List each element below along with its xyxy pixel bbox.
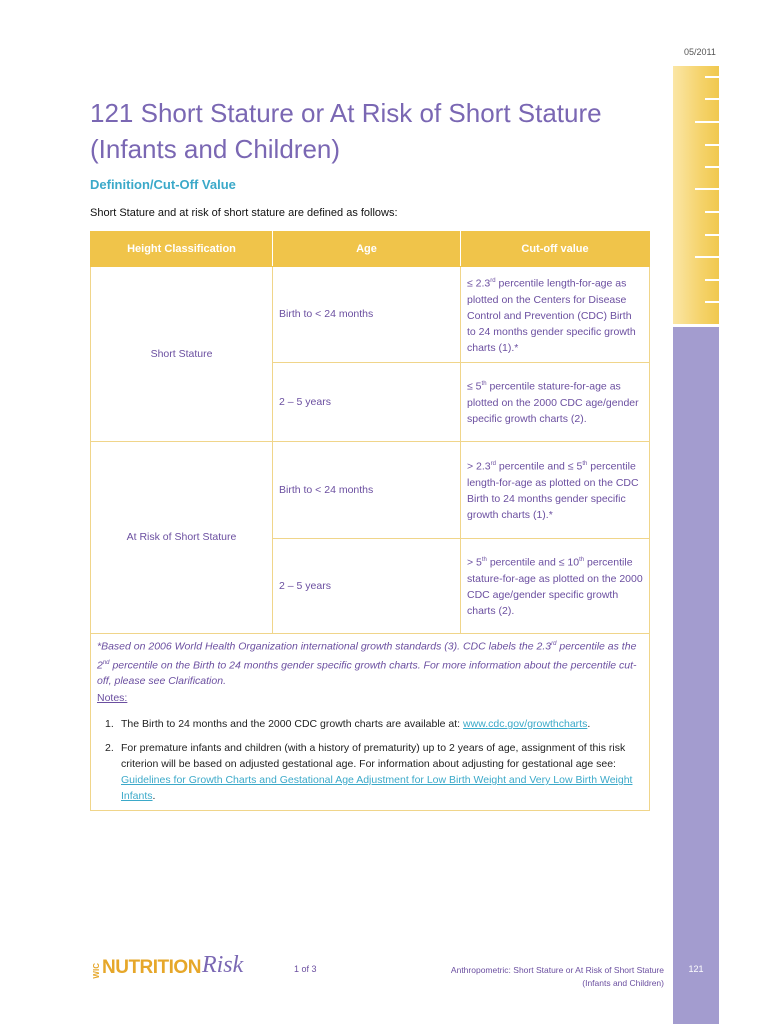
cutoff-text: percentile and ≤ 5 — [496, 460, 583, 473]
side-page-number: 121 — [688, 964, 704, 974]
cutoff-text: percentile length-for-age as plotted on the Centers for Disease Control and Prevention (CDC) Birth to 24 months gender specific growth charts (1).* — [467, 277, 636, 354]
criteria-table — [90, 231, 650, 634]
cutoff-cell — [461, 362, 650, 441]
ruler-tick — [705, 234, 719, 236]
ruler-tick — [705, 279, 719, 281]
ruler-tick — [695, 188, 719, 190]
ruler-tick — [705, 144, 719, 146]
section-heading: Definition/Cut-Off Value — [90, 177, 236, 192]
list-item — [105, 716, 641, 732]
note-text: The Birth to 24 months and the 2000 CDC growth charts are available at: — [121, 718, 464, 730]
cutoff-superscript: rd — [490, 278, 496, 284]
age-cell: Birth to < 24 months — [273, 441, 461, 538]
footnote-text: percentile on the Birth to 24 months gender specific growth charts. For more information about the percentile cut-off, please see Clarification. — [97, 659, 637, 687]
cutoff-cell — [461, 441, 650, 538]
ruler-tick — [705, 98, 719, 100]
cutoff-text: percentile and ≤ 10 — [486, 556, 580, 569]
cutoff-text: > 2.3 — [467, 460, 491, 473]
notes-label: Notes: — [97, 692, 128, 704]
classification-cell: At Risk of Short Stature — [91, 441, 273, 633]
age-cell: 2 – 5 years — [273, 538, 461, 633]
ruler-tick — [705, 166, 719, 168]
table-header-row — [91, 232, 650, 267]
cutoff-superscript: rd — [490, 461, 496, 468]
cutoff-superscript: th — [481, 557, 487, 564]
cutoff-cell — [461, 538, 650, 633]
cutoff-superscript: th — [481, 381, 487, 388]
ruler-tick — [705, 211, 719, 213]
column-header: Height Classification — [91, 232, 273, 267]
footer-title-line: (Infants and Children) — [582, 978, 664, 988]
table-row — [91, 441, 650, 538]
cutoff-superscript: th — [579, 557, 585, 564]
document-date: 05/2011 — [684, 47, 716, 57]
column-header: Age — [273, 232, 461, 267]
note-text: . — [587, 718, 591, 730]
cutoff-text: percentile stature-for-age as plotted on the 2000 CDC age/gender specific growth charts (2). — [467, 556, 643, 617]
cutoff-text: ≤ 2.3 — [467, 277, 491, 290]
cutoff-text: ≤ 5 — [467, 380, 482, 393]
side-bar — [673, 327, 719, 1024]
cutoff-text: percentile stature-for-age as plotted on the 2000 CDC age/gender specific growth charts (2). — [467, 380, 639, 425]
page-number: 1 of 3 — [294, 964, 317, 974]
footnote-text: *Based on 2006 World Health Organization international growth standards (3). CDC labels the 2.3 — [97, 640, 552, 653]
cutoff-text: > 5 — [467, 556, 482, 569]
wic-nutrition-risk-logo — [92, 945, 243, 979]
list-number: 1. — [105, 718, 114, 730]
footnote-text: percentile as the 2 — [97, 640, 637, 671]
footer-title-line: Anthropometric: Short Stature or At Risk of Short Stature — [450, 965, 664, 975]
growth-charts-guidelines-link[interactable]: Guidelines for Growth Charts and Gestational Age Adjustment for Low Birth Weight and Very Low Birth Weight Infants — [121, 774, 633, 802]
footer-title — [400, 964, 664, 990]
ruler-tick — [695, 121, 719, 123]
ruler-tick — [695, 256, 719, 258]
notes-box — [90, 630, 650, 811]
list-item — [105, 740, 641, 804]
logo-risk-text: Risk — [201, 952, 244, 978]
cutoff-text: percentile length-for-age as plotted on the CDC Birth to 24 months gender specific growth charts (1).* — [467, 460, 639, 521]
ruler-tick — [705, 76, 719, 78]
age-cell: Birth to < 24 months — [273, 267, 461, 363]
footnote-superscript: nd — [102, 659, 110, 666]
logo-nutrition-text: NUTRITION — [102, 957, 201, 978]
cutoff-cell — [461, 267, 650, 363]
note-text: . — [152, 790, 156, 802]
table-row — [91, 267, 650, 363]
cutoff-superscript: th — [582, 461, 588, 468]
ruler-decoration — [673, 66, 719, 324]
column-header: Cut-off value — [461, 232, 650, 267]
list-number: 2. — [105, 742, 114, 754]
ruler-tick — [705, 301, 719, 303]
footnote — [97, 636, 637, 689]
classification-cell: Short Stature — [91, 267, 273, 442]
page-title: 121 Short Stature or At Risk of Short Stature (Infants and Children) — [90, 98, 602, 164]
logo-wic-text: WIC — [92, 963, 101, 979]
age-cell: 2 – 5 years — [273, 362, 461, 441]
note-text: For premature infants and children (with a history of prematurity) up to 2 years of age, assignment of this risk criterion will be based on adjusted gestational age. For information about adjusting for gestational age see: — [121, 742, 626, 770]
cdc-growthcharts-link[interactable]: www.cdc.gov/growthcharts — [463, 718, 588, 730]
intro-text: Short Stature and at risk of short stature are defined as follows: — [90, 207, 398, 219]
footnote-superscript: rd — [551, 641, 557, 647]
